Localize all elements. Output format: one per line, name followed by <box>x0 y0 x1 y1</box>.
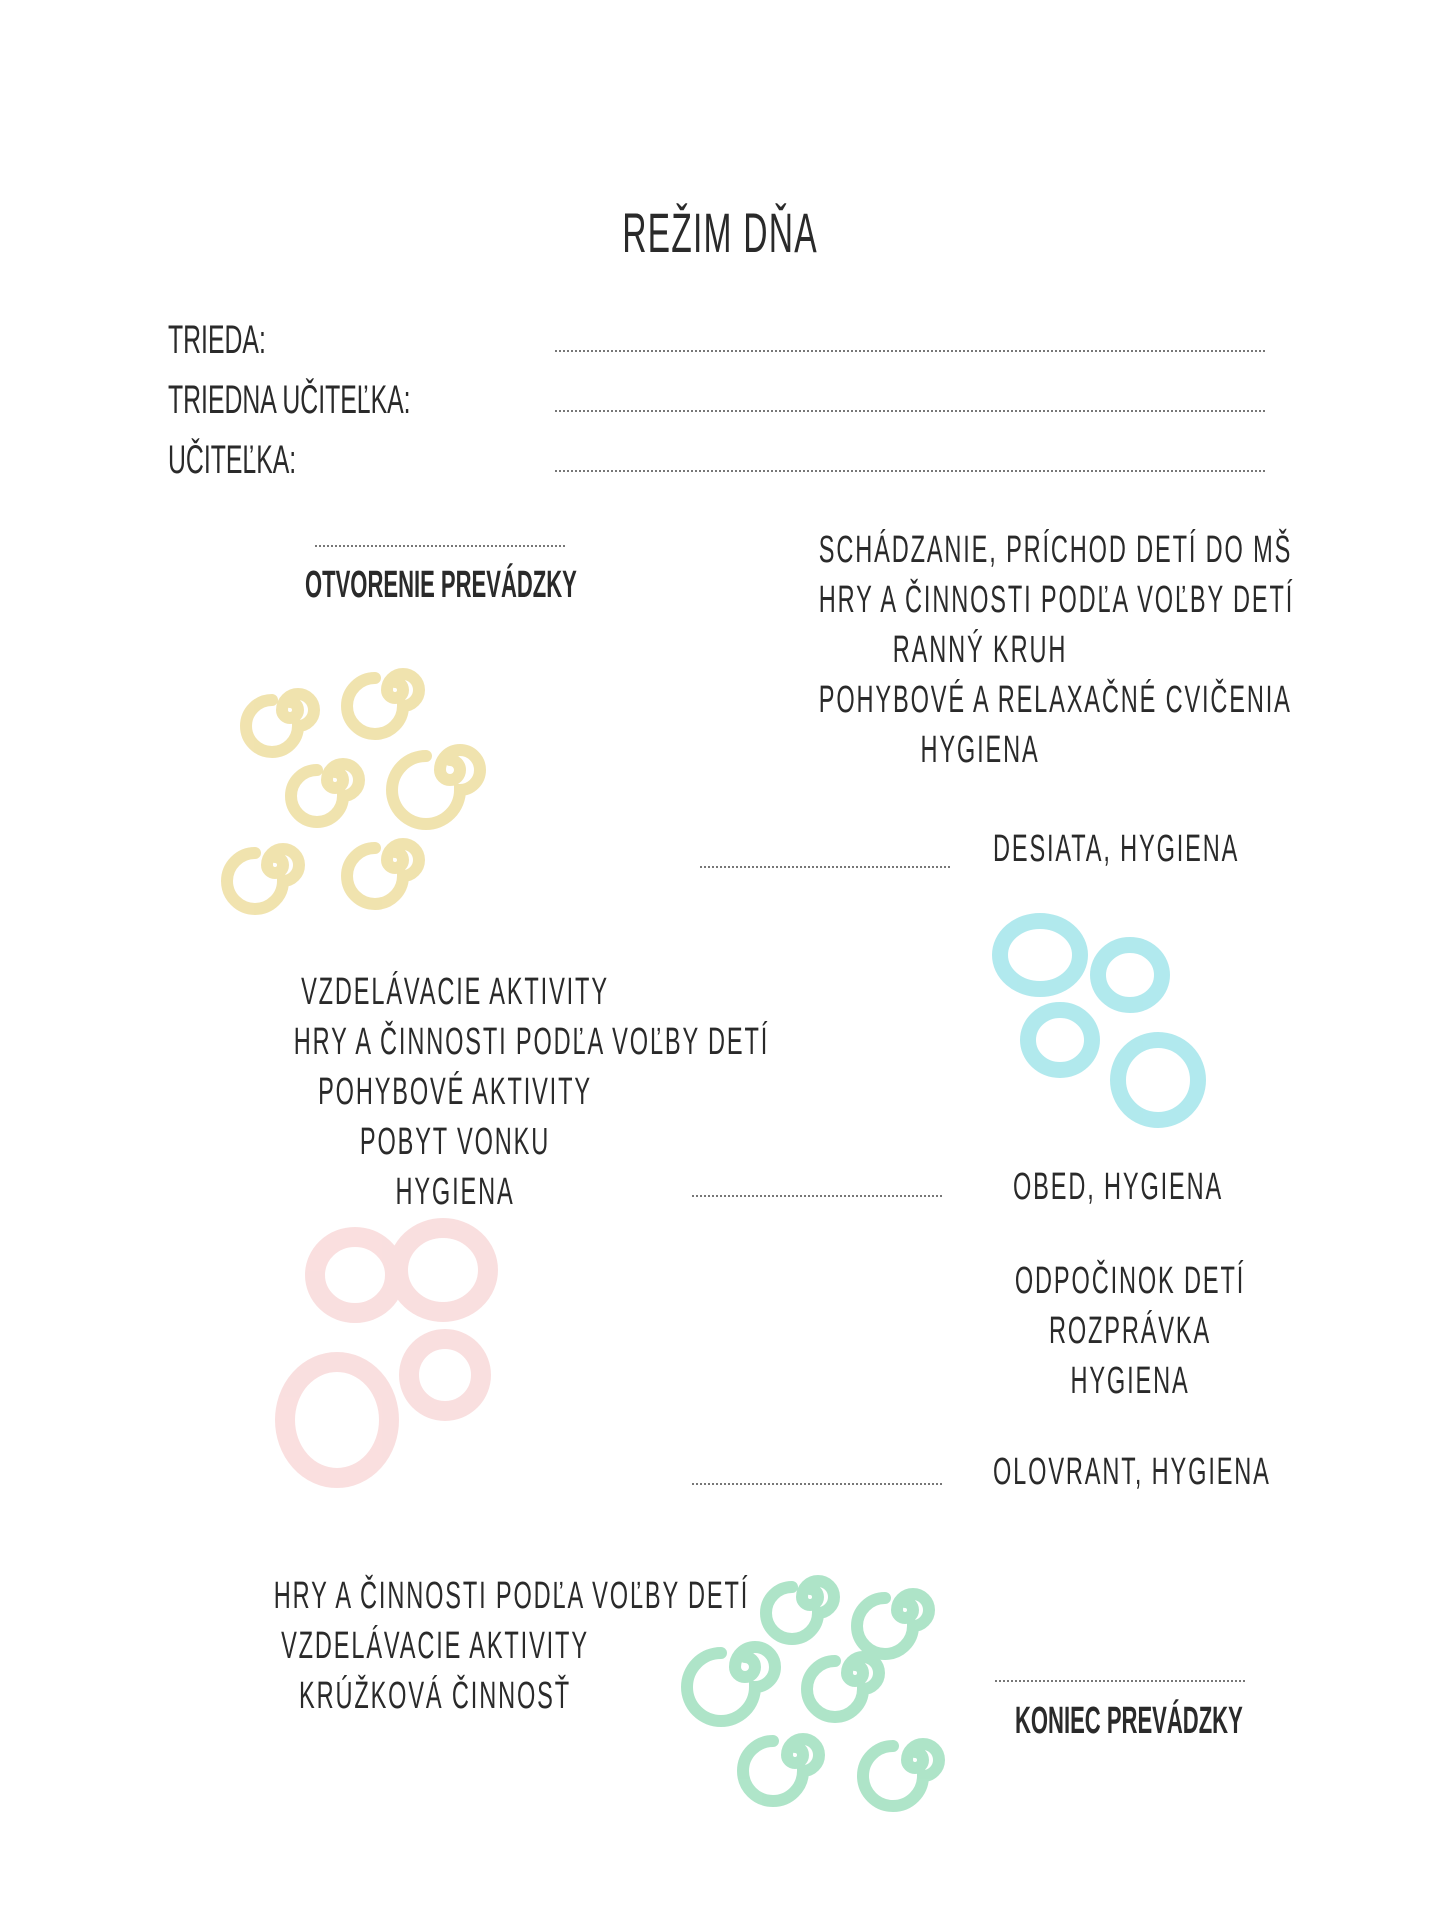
midday-activities <box>195 967 770 1217</box>
ring-icon <box>285 1362 389 1478</box>
spiral-icon <box>766 1581 834 1639</box>
morning-item: HRY A ČINNOSTI PODĽA VOĽBY DETÍ <box>818 579 1295 621</box>
morning-item: SCHÁDZANIE, PRÍCHOD DETÍ DO MŠ <box>818 529 1293 571</box>
rest-activities <box>920 1256 1340 1406</box>
afternoon-item: HRY A ČINNOSTI PODĽA VOĽBY DETÍ <box>273 1575 750 1617</box>
field-label-head-teacher: TRIEDNA UČITEĽKA: <box>168 378 411 422</box>
field-line-head-teacher[interactable] <box>555 410 1265 412</box>
opening-label: OTVORENIE PREVÁDZKY <box>305 564 577 606</box>
field-line-class[interactable] <box>555 350 1265 352</box>
midday-item: HRY A ČINNOSTI PODĽA VOĽBY DETÍ <box>293 1021 770 1063</box>
time-line-lunch[interactable] <box>692 1195 942 1197</box>
afternoon-activities <box>175 1571 750 1721</box>
page-title: REŽIM DŇA <box>622 201 818 264</box>
rest-item: ODPOČINOK DETÍ <box>1014 1260 1246 1302</box>
morning-item: RANNÝ KRUH <box>892 629 1068 671</box>
morning-activities <box>720 525 1295 775</box>
field-label-class: TRIEDA: <box>168 318 266 362</box>
spiral-icon <box>807 1657 879 1717</box>
time-line-snack[interactable] <box>700 866 950 868</box>
spiral-icon <box>291 764 359 822</box>
spiral-icon <box>857 1594 929 1654</box>
ring-icon <box>1098 945 1162 1005</box>
field-line-teacher[interactable] <box>555 470 1265 472</box>
midday-item: POBYT VONKU <box>359 1121 551 1163</box>
afternoon-item: KRÚŽKOVÁ ČINNOSŤ <box>299 1675 571 1717</box>
ring-icon <box>315 1237 395 1313</box>
closing-label: KONIEC PREVÁDZKY <box>1015 1700 1243 1742</box>
rest-item: HYGIENA <box>1070 1360 1190 1402</box>
spiral-icon <box>347 844 419 904</box>
ring-icon <box>398 1228 488 1312</box>
afternoon-item: VZDELÁVACIE AKTIVITY <box>281 1625 589 1667</box>
midday-item: VZDELÁVACIE AKTIVITY <box>301 971 609 1013</box>
yellow-spirals-decoration <box>220 640 520 920</box>
midday-item: POHYBOVÉ AKTIVITY <box>318 1071 592 1113</box>
pink-rings-decoration <box>265 1220 555 1510</box>
time-line-opening[interactable] <box>315 545 565 547</box>
snack-label: DESIATA, HYGIENA <box>993 828 1240 870</box>
lunch-label: OBED, HYGIENA <box>1013 1166 1224 1208</box>
spiral-icon <box>227 849 299 909</box>
blue-rings-decoration <box>990 910 1220 1140</box>
ring-icon <box>409 1339 481 1411</box>
green-spirals-decoration <box>700 1555 960 1815</box>
spiral-icon <box>392 750 480 824</box>
afternoon-snack-label: OLOVRANT, HYGIENA <box>993 1451 1271 1493</box>
midday-item: HYGIENA <box>395 1171 515 1213</box>
time-line-closing[interactable] <box>995 1680 1245 1682</box>
spiral-icon <box>246 694 314 752</box>
morning-item: POHYBOVÉ A RELAXAČNÉ CVIČENIA <box>818 679 1292 721</box>
time-line-afternoon-snack[interactable] <box>692 1483 942 1485</box>
ring-icon <box>1118 1040 1198 1120</box>
spiral-icon <box>347 674 419 734</box>
field-label-teacher: UČITEĽKA: <box>168 438 297 482</box>
morning-item: HYGIENA <box>920 729 1040 771</box>
rest-item: ROZPRÁVKA <box>1048 1310 1212 1352</box>
spiral-icon <box>743 1739 819 1801</box>
ring-icon <box>1028 1010 1092 1070</box>
spiral-icon <box>863 1744 939 1806</box>
ring-icon <box>1000 921 1080 989</box>
spiral-icon <box>687 1647 775 1721</box>
